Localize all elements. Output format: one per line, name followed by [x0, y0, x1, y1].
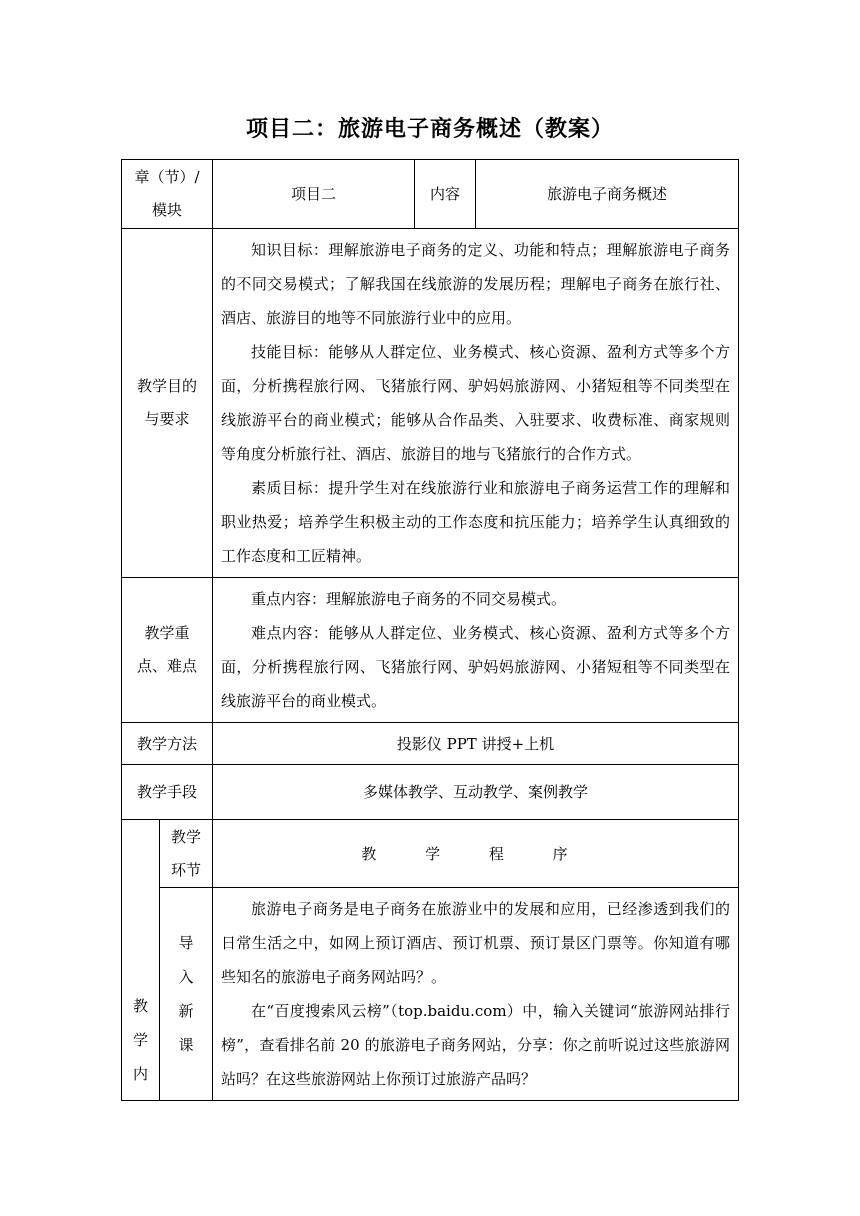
chapter-value: 项目二 — [213, 160, 415, 229]
teaching-content-label — [122, 820, 160, 1101]
objectives-label-line-1: 教学目的 — [136, 377, 197, 395]
stage-header-line-2: 环节 — [170, 860, 201, 879]
intro-paragraph-1: 旅游电子商务是电子商务在旅游业中的发展和应用，已经渗透到我们的日常生活之中，如网上预订酒店、预订机票、预订景区门票等。你知道有哪些知名的旅游电子商务网站吗？。 — [221, 900, 730, 986]
method-label: 教学方法 — [122, 723, 213, 765]
objectives-label-cell — [122, 229, 213, 578]
intro-stage-char-3: 新 — [178, 1002, 194, 1020]
content-label: 内容 — [415, 160, 476, 229]
procedure-header-row — [122, 820, 739, 888]
means-value: 多媒体教学、互动教学、案例教学 — [213, 765, 739, 820]
means-row — [122, 765, 739, 820]
key-points-label-line-1: 教学重 — [144, 624, 190, 642]
method-row — [122, 723, 739, 765]
objectives-label-line-2: 与要求 — [144, 410, 190, 428]
intro-text-cell — [213, 888, 739, 1101]
document-title: 项目二：旅游电子商务概述（教案） — [245, 117, 614, 142]
skill-objective: 技能目标：能够从人群定位、业务模式、核心资源、盈利方式等多个方面，分析携程旅行网、飞猪旅行网、驴妈妈旅游网、小猪短租等不同类型在线旅游平台的商业模式；能够从合作品类、入驻要求、收费标准、商家规则等角度分析旅行社、酒店、旅游目的地与飞猪旅行的合作方式。 — [221, 343, 730, 463]
intro-paragraph-2: 在“百度搜索风云榜”（top.baidu.com）中，输入关键词“旅游网站排行榜”，查看排名前 20 的旅游电子商务网站，分享：你之前听说过这些旅游网站吗？在这些旅游网站上你预订过旅游产品吗？ — [221, 1002, 730, 1088]
teaching-content-char-3: 内 — [132, 1065, 148, 1083]
chapter-label-cell — [122, 160, 213, 229]
key-point: 重点内容：理解旅游电子商务的不同交易模式。 — [251, 590, 567, 608]
key-points-text-cell — [213, 578, 739, 723]
intro-row — [122, 888, 739, 1101]
key-points-row — [122, 578, 739, 723]
means-label: 教学手段 — [122, 765, 213, 820]
objectives-text-cell — [213, 229, 739, 578]
lesson-plan-table — [121, 159, 739, 1101]
method-value: 投影仪 PPT 讲授+上机 — [213, 723, 739, 765]
stage-header-line-1: 教学 — [170, 827, 201, 846]
difficult-point: 难点内容：能够从人群定位、业务模式、核心资源、盈利方式等多个方面，分析携程旅行网、飞猪旅行网、驴妈妈旅游网、小猪短租等不同类型在线旅游平台的商业模式。 — [221, 624, 730, 710]
knowledge-objective: 知识目标：理解旅游电子商务的定义、功能和特点；理解旅游电子商务的不同交易模式；了解我国在线旅游的发展历程；理解电子商务在旅行社、酒店、旅游目的地等不同旅游行业中的应用。 — [221, 241, 730, 327]
procedure-header: 教 学 程 序 — [213, 820, 739, 888]
stage-header-cell — [160, 820, 213, 888]
chapter-label-line-1: 章（节）/ — [134, 168, 200, 186]
key-points-label-cell — [122, 578, 213, 723]
header-row — [122, 160, 739, 229]
chapter-label-line-2: 模块 — [151, 201, 182, 219]
content-value: 旅游电子商务概述 — [476, 160, 739, 229]
key-points-label-line-2: 点、难点 — [136, 657, 197, 675]
teaching-content-char-2: 学 — [132, 1031, 148, 1049]
intro-stage-char-2: 入 — [178, 968, 194, 986]
quality-objective: 素质目标：提升学生对在线旅游行业和旅游电子商务运营工作的理解和职业热爱；培养学生积极主动的工作态度和抗压能力；培养学生认真细致的工作态度和工匠精神。 — [221, 479, 730, 565]
intro-stage-char-4: 课 — [178, 1036, 194, 1054]
objectives-row — [122, 229, 739, 578]
intro-stage-char-1: 导 — [178, 934, 194, 952]
intro-stage-label — [160, 888, 213, 1101]
teaching-content-char-1: 教 — [132, 997, 148, 1015]
